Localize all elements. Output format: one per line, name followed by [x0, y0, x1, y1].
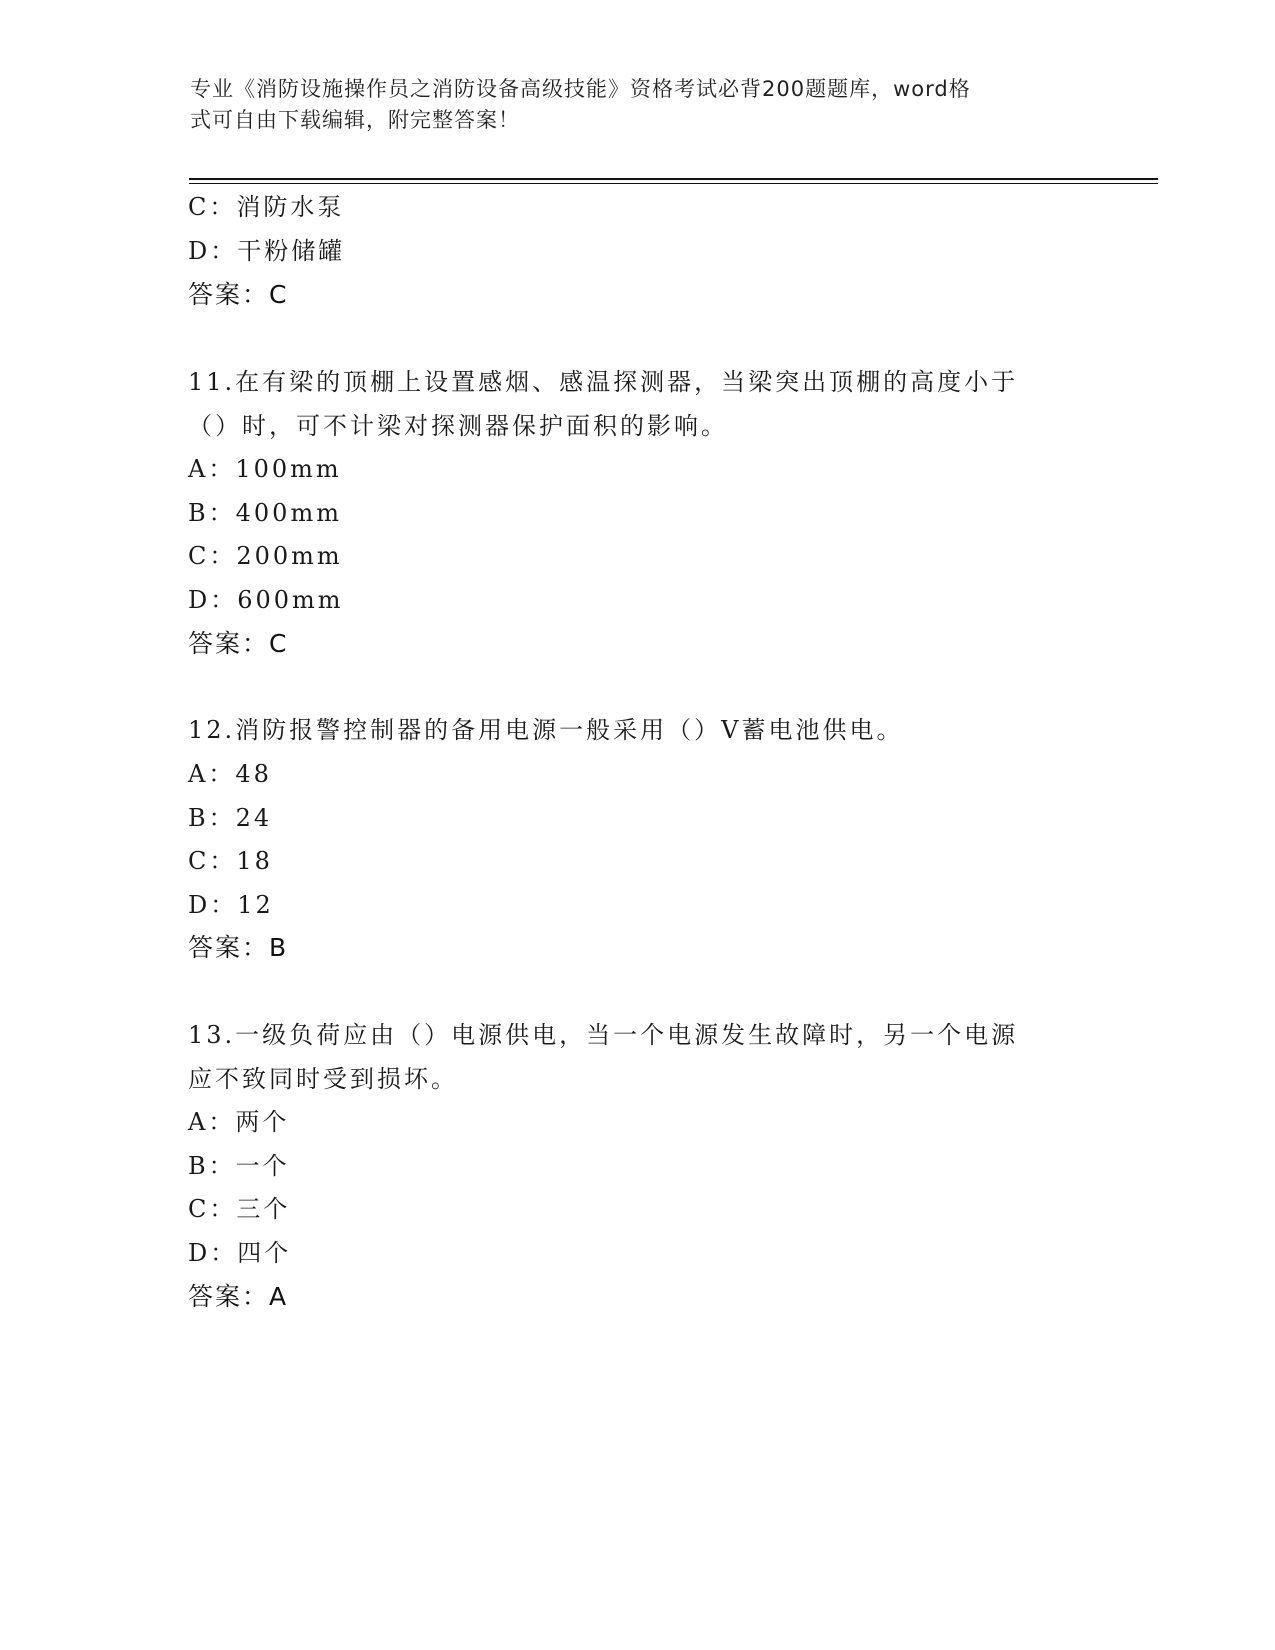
question-11-stem-line-2: （）时，可不计梁对探测器保护面积的影响。	[188, 412, 728, 440]
question-11-option-a: A：100mm	[188, 455, 342, 483]
question-13-option-d: D：四个	[188, 1239, 292, 1267]
question-11-answer: 答案：C	[188, 629, 289, 658]
question-11-option-d: D：600mm	[188, 586, 344, 614]
header-line-2: 式可自由下载编辑，附完整答案！	[190, 108, 520, 132]
header-rule-thick	[189, 178, 1158, 180]
question-13-stem-line-1: 13.一级负荷应由（）电源供电，当一个电源发生故障时，另一个电源	[188, 1021, 1019, 1049]
header-rule-thin	[189, 183, 1158, 184]
prev-option-d: D：干粉储罐	[188, 237, 346, 265]
question-12-option-c: C：18	[188, 847, 273, 875]
question-12-option-b: B：24	[188, 804, 273, 832]
question-13-stem-line-2: 应不致同时受到损坏。	[188, 1065, 458, 1093]
header-line-1: 专业《消防设施操作员之消防设备高级技能》资格考试必背200题题库，word格	[190, 77, 971, 101]
question-11-option-b: B：400mm	[188, 499, 342, 527]
document-header	[190, 74, 1090, 136]
prev-answer: 答案：C	[188, 280, 289, 309]
question-11-option-c: C：200mm	[188, 542, 343, 570]
question-13-option-b: B：一个	[188, 1152, 290, 1180]
question-12-answer: 答案：B	[188, 933, 289, 962]
question-13-answer: 答案：A	[188, 1282, 289, 1311]
question-12-stem-line-1: 12.消防报警控制器的备用电源一般采用（）V蓄电池供电。	[188, 716, 904, 744]
question-13-option-c: C：三个	[188, 1195, 291, 1223]
question-11-stem-line-1: 11.在有梁的顶棚上设置感烟、感温探测器，当梁突出顶棚的高度小于	[188, 368, 1019, 396]
prev-option-c: C：消防水泵	[188, 193, 345, 221]
question-12-option-a: A：48	[188, 760, 272, 788]
question-12-option-d: D：12	[188, 891, 274, 919]
question-13-option-a: A：两个	[188, 1108, 290, 1136]
